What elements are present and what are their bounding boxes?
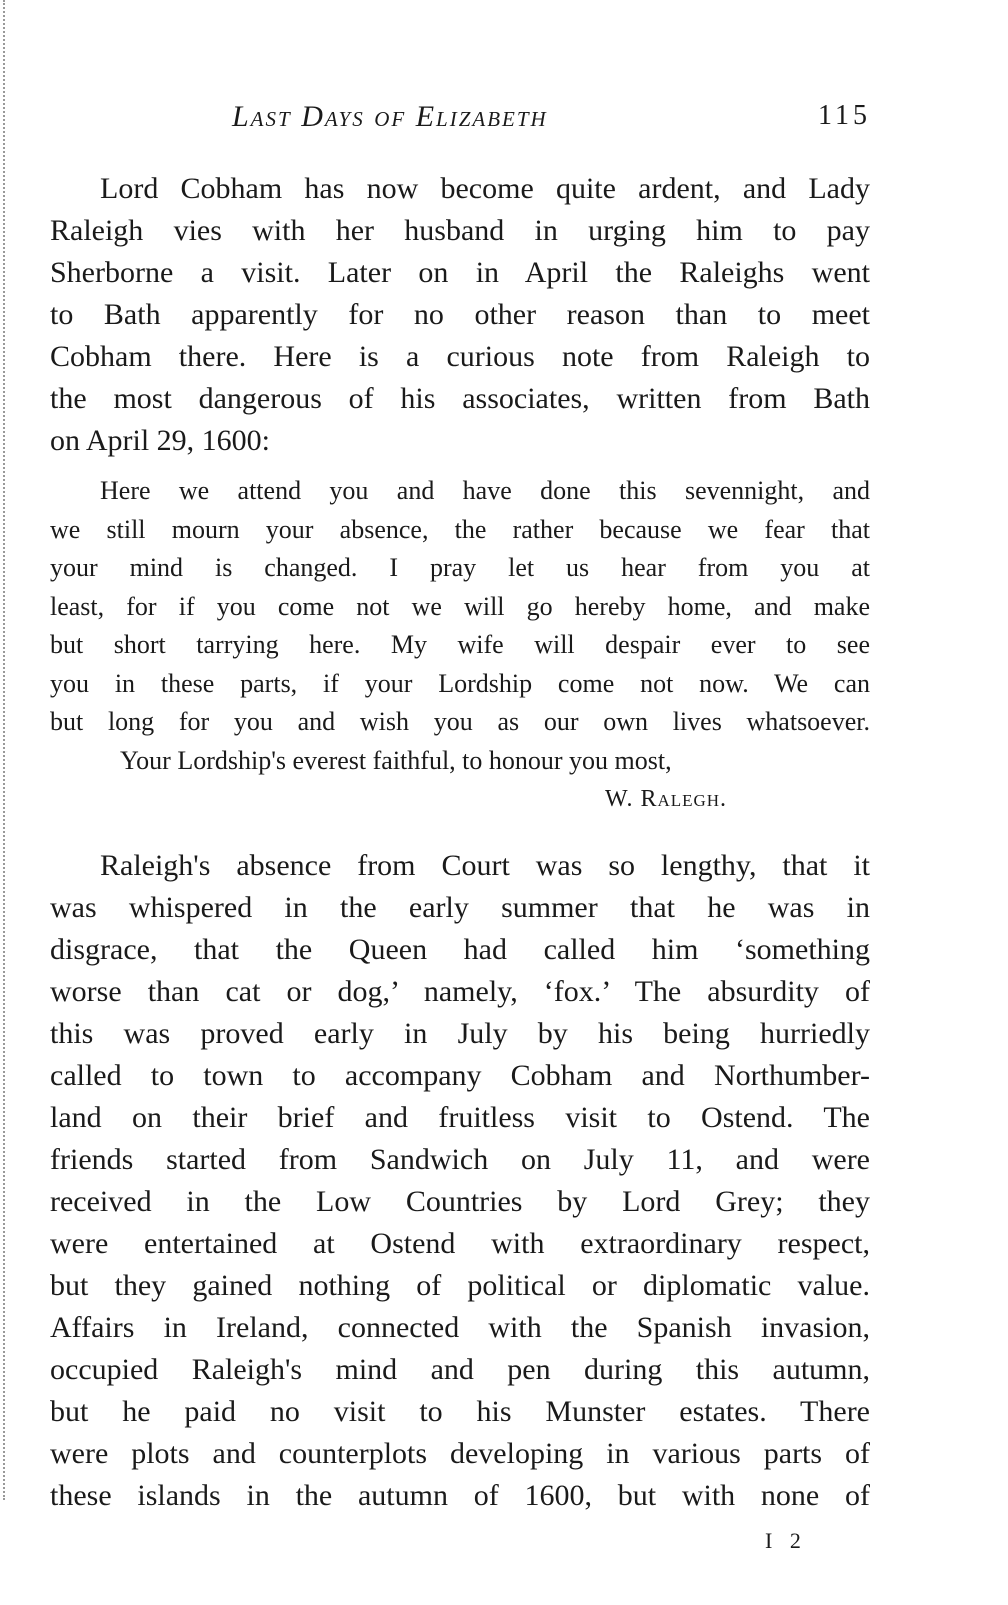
text-line: worse than cat or dog,’ namely, ‘fox.’ The absurdity of <box>50 975 870 1008</box>
text-line: were entertained at Ostend with extraordinary respect, <box>50 1227 870 1260</box>
signature-mark: I 2 <box>765 1528 807 1553</box>
text-line: on April 29, 1600: <box>50 424 271 457</box>
text-line: but he paid no visit to his Munster estates. There <box>50 1395 870 1428</box>
text-line: friends started from Sandwich on July 11, and were <box>50 1143 870 1176</box>
text-line: land on their brief and fruitless visit to Ostend. The <box>50 1101 870 1134</box>
text-line: to Bath apparently for no other reason than to meet <box>50 298 870 331</box>
text-line: Raleigh's absence from Court was so lengthy, that it <box>100 849 870 882</box>
text-line: but long for you and wish you as our own lives whatsoever. <box>50 707 870 736</box>
text-line: Affairs in Ireland, connected with the Spanish invasion, <box>50 1311 870 1344</box>
text-line: Raleigh vies with her husband in urging him to pay <box>50 214 870 247</box>
text-line: the most dangerous of his associates, written from Bath <box>50 382 870 415</box>
text-line: called to town to accompany Cobham and Northumber- <box>50 1059 870 1092</box>
text-line: Lord Cobham has now become quite ardent, and Lady <box>100 172 870 205</box>
letter-closing: Your Lordship's everest faithful, to honour you most, <box>120 746 672 775</box>
page-edge <box>3 0 5 1500</box>
text-line: Cobham there. Here is a curious note from Raleigh to <box>50 340 870 373</box>
text-line: but they gained nothing of political or diplomatic value. <box>50 1269 870 1302</box>
text-line: you in these parts, if your Lordship come not now. We can <box>50 668 870 698</box>
text-line: Here we attend you and have done this sevennight, and <box>100 476 870 505</box>
running-title: Last Days of Elizabeth <box>232 100 548 133</box>
text-line: we still mourn your absence, the rather because we fear that <box>50 514 870 544</box>
text-line: occupied Raleigh's mind and pen during this autumn, <box>50 1353 870 1386</box>
page-number: 115 <box>818 100 871 131</box>
text-line: disgrace, that the Queen had called him ‘something <box>50 933 870 966</box>
text-line: least, for if you come not we will go hereby home, and make <box>50 591 870 621</box>
text-line: received in the Low Countries by Lord Grey; they <box>50 1185 870 1218</box>
text-line: this was proved early in July by his being hurriedly <box>50 1017 870 1050</box>
text-line: were plots and counterplots developing in various parts of <box>50 1437 870 1470</box>
text-line: was whispered in the early summer that he was in <box>50 891 870 924</box>
text-line: Sherborne a visit. Later on in April the Raleighs went <box>50 256 870 289</box>
text-line: but short tarrying here. My wife will despair ever to see <box>50 630 870 659</box>
text-line: your mind is changed. I pray let us hear from you at <box>50 553 870 582</box>
letter-signature: W. Ralegh. <box>605 786 728 812</box>
text-line: these islands in the autumn of 1600, but with none of <box>50 1479 870 1512</box>
